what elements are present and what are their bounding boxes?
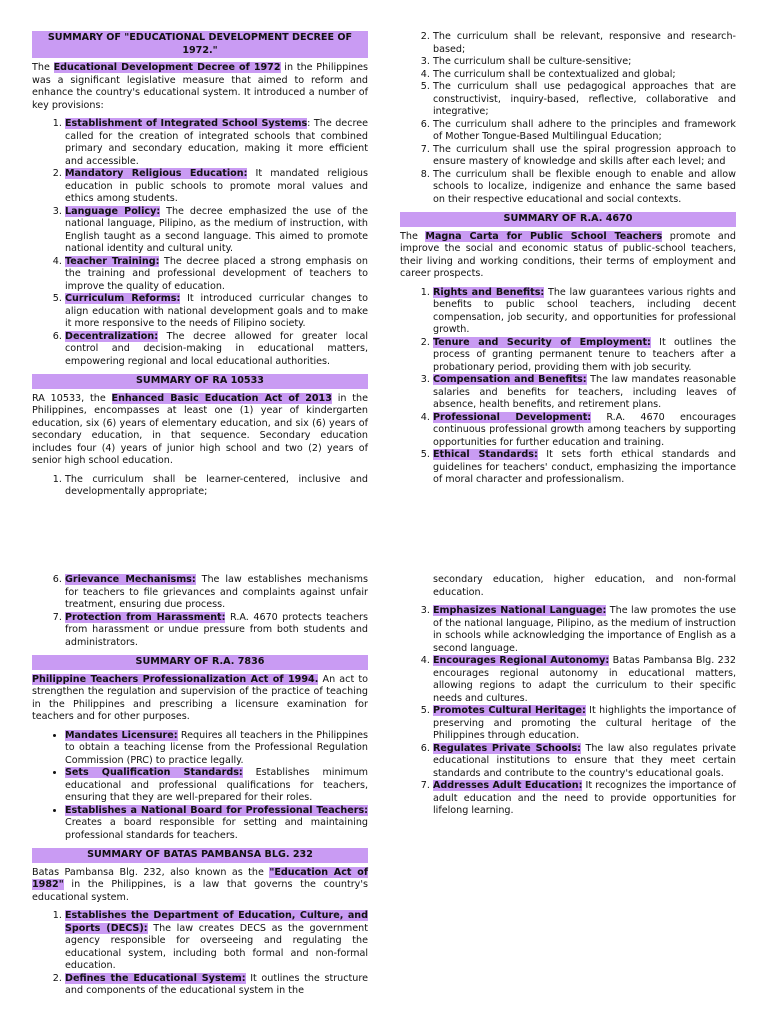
- list-item: 1. Establishes the Department of Education, Culture, and Sports (DECS): The law creates DECS as the government agency responsible for overseeing and regulating the educational system, including both formal and non-formal education.: [65, 910, 368, 973]
- section-header-ra7836: SUMMARY OF R.A. 7836: [32, 655, 368, 670]
- page1-right-column: [400, 31, 736, 493]
- term-highlight: Decentralization:: [65, 330, 159, 342]
- highlight: Magna Carta for Public School Teachers: [425, 230, 663, 242]
- list-item: 1. The curriculum shall be learner-centered, inclusive and developmentally appropriate;: [65, 474, 368, 499]
- highlight: Enhanced Basic Education Act of 2013: [111, 392, 332, 404]
- term-highlight: Establishes the Department of Education, Culture, and Sports (DECS):: [65, 910, 368, 934]
- term-highlight: Professional Development:: [433, 411, 592, 423]
- ra7836-intro: Philippine Teachers Professionalization Act of 1994. An act to strengthen the regulation and supervision of the practice of teaching in the Philippines and prescribing a licensure examination for teachers and for other purposes.: [32, 673, 368, 722]
- list-item: 5. Curriculum Reforms: It introduced curricular changes to align education with national development goals and to make it more responsive to the needs of Filipino society.: [65, 293, 368, 331]
- page1-left-column: [32, 31, 368, 505]
- list-item: 4. Encourages Regional Autonomy: Batas Pambansa Blg. 232 encourages regional autonomy in educational matters, allowing regions to adapt the curriculum to their specific needs and cultures.: [433, 655, 736, 705]
- term-highlight: Curriculum Reforms:: [65, 293, 181, 304]
- bp232-intro: Batas Pambansa Blg. 232, also known as the "Education Act of 1982" in the Philippines, is a law that governs the country's educational system.: [32, 866, 368, 903]
- term-highlight: Promotes Cultural Heritage:: [433, 705, 586, 716]
- ra4670-provisions-list: [400, 287, 736, 487]
- ra10533-curriculum-list-cont: [400, 31, 736, 206]
- list-item: 3. Emphasizes National Language: The law promotes the use of the national language, Pilipino, as the medium of instruction in schools while acknowledging the importance of English as a second language.: [433, 605, 736, 655]
- term-highlight: Grievance Mechanisms:: [65, 574, 196, 585]
- edd-intro: The Educational Development Decree of 1972 in the Philippines was a significant legislative measure that aimed to reform and enhance the country's educational system. It introduced a number of key provisions:: [32, 62, 368, 111]
- term-highlight: Language Policy:: [65, 205, 161, 217]
- ra4670-provisions-list-cont: [32, 574, 368, 649]
- list-item: 7. Protection from Harassment: R.A. 4670 protects teachers from harassment or undue pressure from both students and administrators.: [65, 612, 368, 650]
- section-header-edd: SUMMARY OF "EDUCATIONAL DEVELOPMENT DECREE OF 1972.": [32, 31, 368, 58]
- list-item: 2. Defines the Educational System: It outlines the structure and components of the educational system in the: [65, 973, 368, 998]
- edd-provisions-list: [32, 118, 368, 368]
- term-highlight: Establishment of Integrated School Systems: [65, 118, 308, 129]
- list-item: • Sets Qualification Standards: Establishes minimum educational and professional qualifications for teachers, ensuring that they are well-prepared for their roles.: [65, 767, 368, 805]
- term-highlight: Addresses Adult Education:: [433, 780, 583, 791]
- list-item: 2. Mandatory Religious Education: It mandated religious education in public schools to promote moral values and ethics among students.: [65, 168, 368, 206]
- list-item: 6. Grievance Mechanisms: The law establishes mechanisms for teachers to file grievances and complaints against unfair treatment, ensuring due process.: [65, 574, 368, 612]
- list-item: 7. Addresses Adult Education: It recognizes the importance of adult education and the need to provide opportunities for lifelong learning.: [433, 780, 736, 818]
- ra10533-curriculum-list: [32, 474, 368, 499]
- term-highlight: Mandates Licensure:: [65, 729, 178, 741]
- list-item: 3. The curriculum shall be culture-sensitive;: [433, 56, 736, 69]
- list-item: 6. Regulates Private Schools: The law also regulates private educational institutions to ensure that they meet certain standards and contribute to the country's educational goals.: [433, 743, 736, 781]
- term-highlight: Mandatory Religious Education:: [65, 168, 248, 179]
- term-highlight: Emphasizes National Language:: [433, 605, 607, 616]
- section-header-ra10533: SUMMARY OF RA 10533: [32, 374, 368, 389]
- list-item: 7. The curriculum shall use the spiral progression approach to ensure mastery of knowledge and skills after each level; and: [433, 144, 736, 169]
- list-item: 5. Promotes Cultural Heritage: It highlights the importance of preserving and promoting the cultural heritage of the Philippines through education.: [433, 705, 736, 743]
- term-highlight: Ethical Standards:: [433, 449, 538, 460]
- term-highlight: Sets Qualification Standards:: [65, 767, 243, 778]
- list-item: 1. Establishment of Integrated School Systems: The decree called for the creation of integrated schools that combined primary and secondary education, making it more efficient and accessible.: [65, 118, 368, 168]
- list-item: • Mandates Licensure: Requires all teachers in the Philippines to obtain a teaching license from the Professional Regulation Commission (PRC) to practice legally.: [65, 730, 368, 768]
- list-item: 3. Compensation and Benefits: The law mandates reasonable salaries and benefits for teachers, including leaves of absence, health benefits, and retirement plans.: [433, 374, 736, 412]
- page2-left-column: [32, 574, 368, 1004]
- list-item: 3. Language Policy: The decree emphasized the use of the national language, Pilipino, as the medium of instruction, with English taught as a second language. This aimed to promote national identity and cultural unity.: [65, 206, 368, 256]
- section-header-ra4670: SUMMARY OF R.A. 4670: [400, 212, 736, 227]
- highlight: "Education Act of 1982": [32, 866, 368, 890]
- list-item: 4. Professional Development: R.A. 4670 encourages continuous professional growth among teachers by supporting opportunities for further education and training.: [433, 412, 736, 450]
- list-item: 2. The curriculum shall be relevant, responsive and research-based;: [433, 31, 736, 56]
- ra4670-intro: The Magna Carta for Public School Teachers promote and improve the social and economic status of public-school teachers, their living and working conditions, their terms of employment and career prospects.: [400, 230, 736, 279]
- ra10533-intro: RA 10533, the Enhanced Basic Education Act of 2013 in the Philippines, encompasses at least one (1) year of kindergarten education, six (6) years of elementary education, and six (6) years of secondary education, in that sequence. Secondary education includes four (4) years of junior high school and two (2) years of senior high school education.: [32, 392, 368, 466]
- list-item: 4. Teacher Training: The decree placed a strong emphasis on the training and professional development of teachers to improve the quality of education.: [65, 256, 368, 294]
- list-item: 1. Rights and Benefits: The law guarantees various rights and benefits to public school teachers, including decent compensation, job security, and opportunities for professional growth.: [433, 287, 736, 337]
- highlight: Educational Development Decree of 1972: [53, 62, 281, 73]
- term-highlight: Protection from Harassment:: [65, 611, 226, 623]
- highlight: Philippine Teachers Professionalization Act of 1994.: [32, 673, 319, 685]
- list-item: 6. Decentralization: The decree allowed for greater local control and decision-making in educational matters, empowering regional and local educational authorities.: [65, 331, 368, 369]
- list-item: 8. The curriculum shall be flexible enough to enable and allow schools to localize, indigenize and enhance the same based on their respective educational and social contexts.: [433, 169, 736, 207]
- ra7836-provisions-list: [32, 730, 368, 843]
- list-item: 5. The curriculum shall use pedagogical approaches that are constructivist, inquiry-based, reflective, collaborative and integrative;: [433, 81, 736, 119]
- list-item: • Establishes a National Board for Professional Teachers: Creates a board responsible for setting and maintaining professional standards for teachers.: [65, 805, 368, 843]
- bp232-continued-text: secondary education, higher education, and non-formal education.: [433, 574, 736, 598]
- term-highlight: Encourages Regional Autonomy:: [433, 655, 610, 666]
- term-highlight: Teacher Training:: [65, 255, 160, 267]
- list-item: 5. Ethical Standards: It sets forth ethical standards and guidelines for teachers' conduct, emphasizing the importance of moral character and professionalism.: [433, 449, 736, 487]
- page2-right-column: [400, 574, 736, 824]
- term-highlight: Compensation and Benefits:: [433, 374, 587, 385]
- section-header-bp232: SUMMARY OF BATAS PAMBANSA BLG. 232: [32, 848, 368, 863]
- list-item: 6. The curriculum shall adhere to the principles and framework of Mother Tongue-Based Multilingual Education;: [433, 119, 736, 144]
- list-item: 2. Tenure and Security of Employment: It outlines the process of granting permanent tenure to teachers after a probationary period, providing them with job security.: [433, 337, 736, 375]
- term-highlight: Defines the Educational System:: [65, 972, 246, 984]
- term-highlight: Rights and Benefits:: [433, 286, 545, 298]
- term-highlight: Regulates Private Schools:: [433, 742, 582, 754]
- list-item: 4. The curriculum shall be contextualized and global;: [433, 69, 736, 82]
- bp232-provisions-list-cont: [400, 605, 736, 818]
- term-highlight: Tenure and Security of Employment:: [433, 336, 651, 348]
- bp232-provisions-list: [32, 910, 368, 998]
- term-highlight: Establishes a National Board for Professional Teachers:: [65, 804, 368, 816]
